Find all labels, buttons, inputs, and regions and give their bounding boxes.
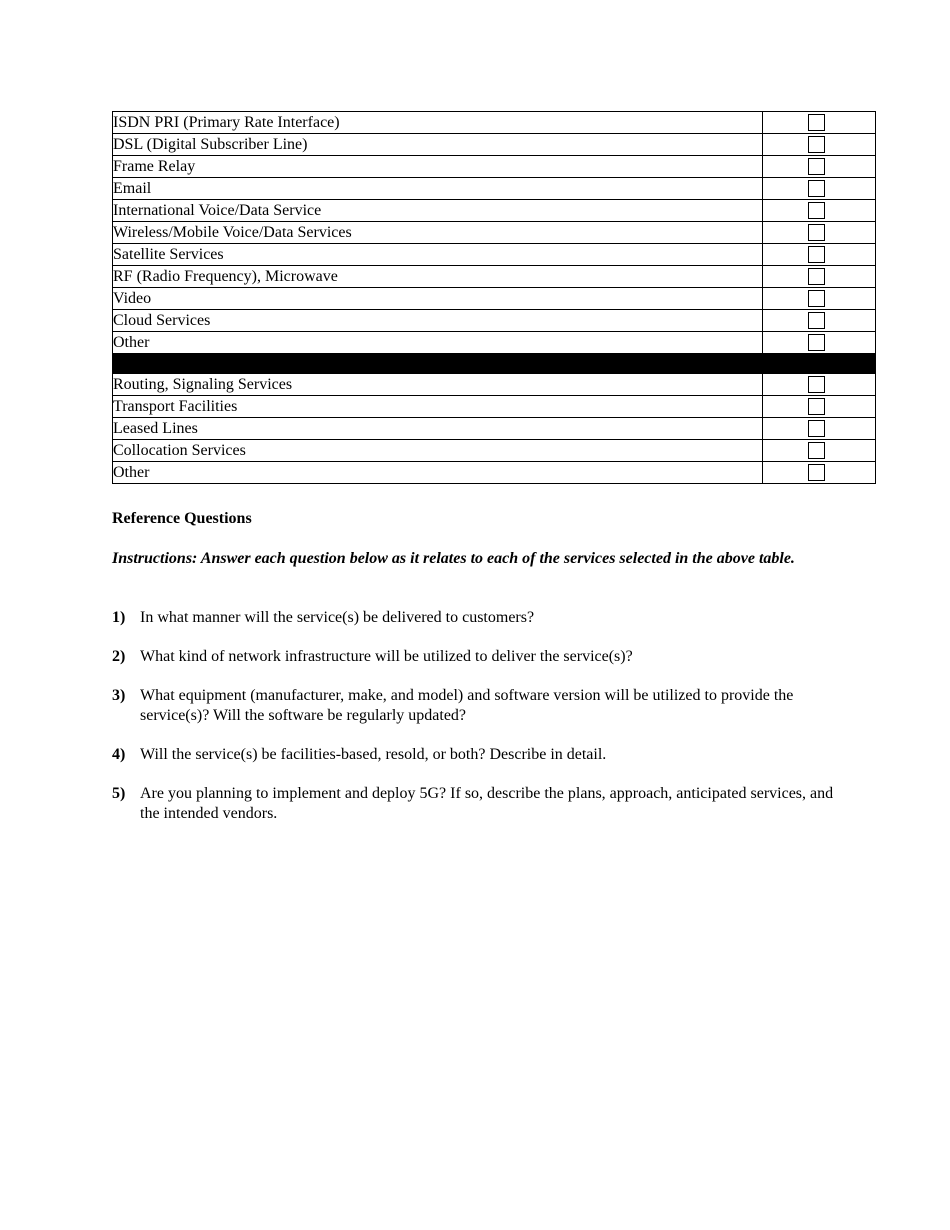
questions-list — [112, 608, 852, 843]
service-checkbox[interactable] — [808, 334, 825, 351]
service-row — [113, 156, 876, 178]
service-checkbox-cell — [762, 418, 875, 440]
service-checkbox[interactable] — [808, 202, 825, 219]
service-row — [113, 440, 876, 462]
service-checkbox-cell — [762, 288, 875, 310]
service-row — [113, 222, 876, 244]
service-checkbox-cell — [762, 222, 875, 244]
service-label: Other — [113, 332, 763, 354]
service-checkbox[interactable] — [808, 246, 825, 263]
service-label: Wireless/Mobile Voice/Data Services — [113, 222, 763, 244]
service-checkbox[interactable] — [808, 224, 825, 241]
service-checkbox[interactable] — [808, 180, 825, 197]
service-label: Other — [113, 462, 763, 484]
service-label: Email — [113, 178, 763, 200]
services-table-body — [113, 112, 876, 484]
service-checkbox[interactable] — [808, 114, 825, 131]
question-item — [112, 784, 852, 824]
service-row — [113, 266, 876, 288]
section-divider-cell — [113, 354, 876, 374]
service-checkbox[interactable] — [808, 136, 825, 153]
service-label: Frame Relay — [113, 156, 763, 178]
service-label: Transport Facilities — [113, 396, 763, 418]
service-row — [113, 396, 876, 418]
question-text: What equipment (manufacturer, make, and model) and software version will be utilized to provide the service(s)? Will the software be regularly updated? — [140, 687, 794, 724]
question-number: 1) — [112, 609, 126, 626]
service-row — [113, 178, 876, 200]
service-checkbox-cell — [762, 200, 875, 222]
service-checkbox-cell — [762, 156, 875, 178]
service-label: Video — [113, 288, 763, 310]
question-item — [112, 745, 852, 765]
service-checkbox[interactable] — [808, 290, 825, 307]
services-table — [112, 111, 876, 484]
service-checkbox-cell — [762, 462, 875, 484]
question-item — [112, 608, 852, 628]
service-label: DSL (Digital Subscriber Line) — [113, 134, 763, 156]
section-divider-row — [113, 354, 876, 374]
service-row — [113, 462, 876, 484]
service-checkbox-cell — [762, 266, 875, 288]
service-label: Routing, Signaling Services — [113, 374, 763, 396]
service-checkbox-cell — [762, 396, 875, 418]
service-checkbox-cell — [762, 332, 875, 354]
question-item — [112, 647, 852, 667]
service-row — [113, 332, 876, 354]
question-text: Are you planning to implement and deploy 5G? If so, describe the plans, approach, anticipated services, and the intended vendors. — [140, 785, 834, 822]
service-row — [113, 244, 876, 266]
service-label: International Voice/Data Service — [113, 200, 763, 222]
service-checkbox[interactable] — [808, 158, 825, 175]
question-number: 4) — [112, 746, 126, 763]
service-checkbox[interactable] — [808, 268, 825, 285]
reference-questions-heading: Reference Questions — [112, 510, 252, 527]
service-row — [113, 288, 876, 310]
question-number: 2) — [112, 648, 126, 665]
service-checkbox-cell — [762, 134, 875, 156]
service-checkbox-cell — [762, 244, 875, 266]
service-checkbox[interactable] — [808, 464, 825, 481]
service-row — [113, 310, 876, 332]
question-text: What kind of network infrastructure will be utilized to deliver the service(s)? — [140, 648, 633, 665]
question-number: 5) — [112, 785, 126, 802]
service-label: RF (Radio Frequency), Microwave — [113, 266, 763, 288]
service-checkbox[interactable] — [808, 420, 825, 437]
service-checkbox-cell — [762, 310, 875, 332]
service-label: Cloud Services — [113, 310, 763, 332]
service-row — [113, 134, 876, 156]
service-row — [113, 200, 876, 222]
question-text: Will the service(s) be facilities-based, resold, or both? Describe in detail. — [140, 746, 607, 763]
service-checkbox-cell — [762, 440, 875, 462]
question-number: 3) — [112, 687, 126, 704]
service-checkbox-cell — [762, 178, 875, 200]
service-checkbox[interactable] — [808, 442, 825, 459]
service-label: Leased Lines — [113, 418, 763, 440]
service-checkbox-cell — [762, 374, 875, 396]
service-checkbox[interactable] — [808, 312, 825, 329]
service-label: Collocation Services — [113, 440, 763, 462]
service-label: ISDN PRI (Primary Rate Interface) — [113, 112, 763, 134]
service-checkbox[interactable] — [808, 398, 825, 415]
service-checkbox-cell — [762, 112, 875, 134]
service-label: Satellite Services — [113, 244, 763, 266]
question-item — [112, 686, 852, 726]
service-row — [113, 374, 876, 396]
service-checkbox[interactable] — [808, 376, 825, 393]
question-text: In what manner will the service(s) be delivered to customers? — [140, 609, 535, 626]
service-row — [113, 112, 876, 134]
service-row — [113, 418, 876, 440]
instructions-text: Instructions: Answer each question below as it relates to each of the services selected in the above table. — [112, 550, 795, 567]
